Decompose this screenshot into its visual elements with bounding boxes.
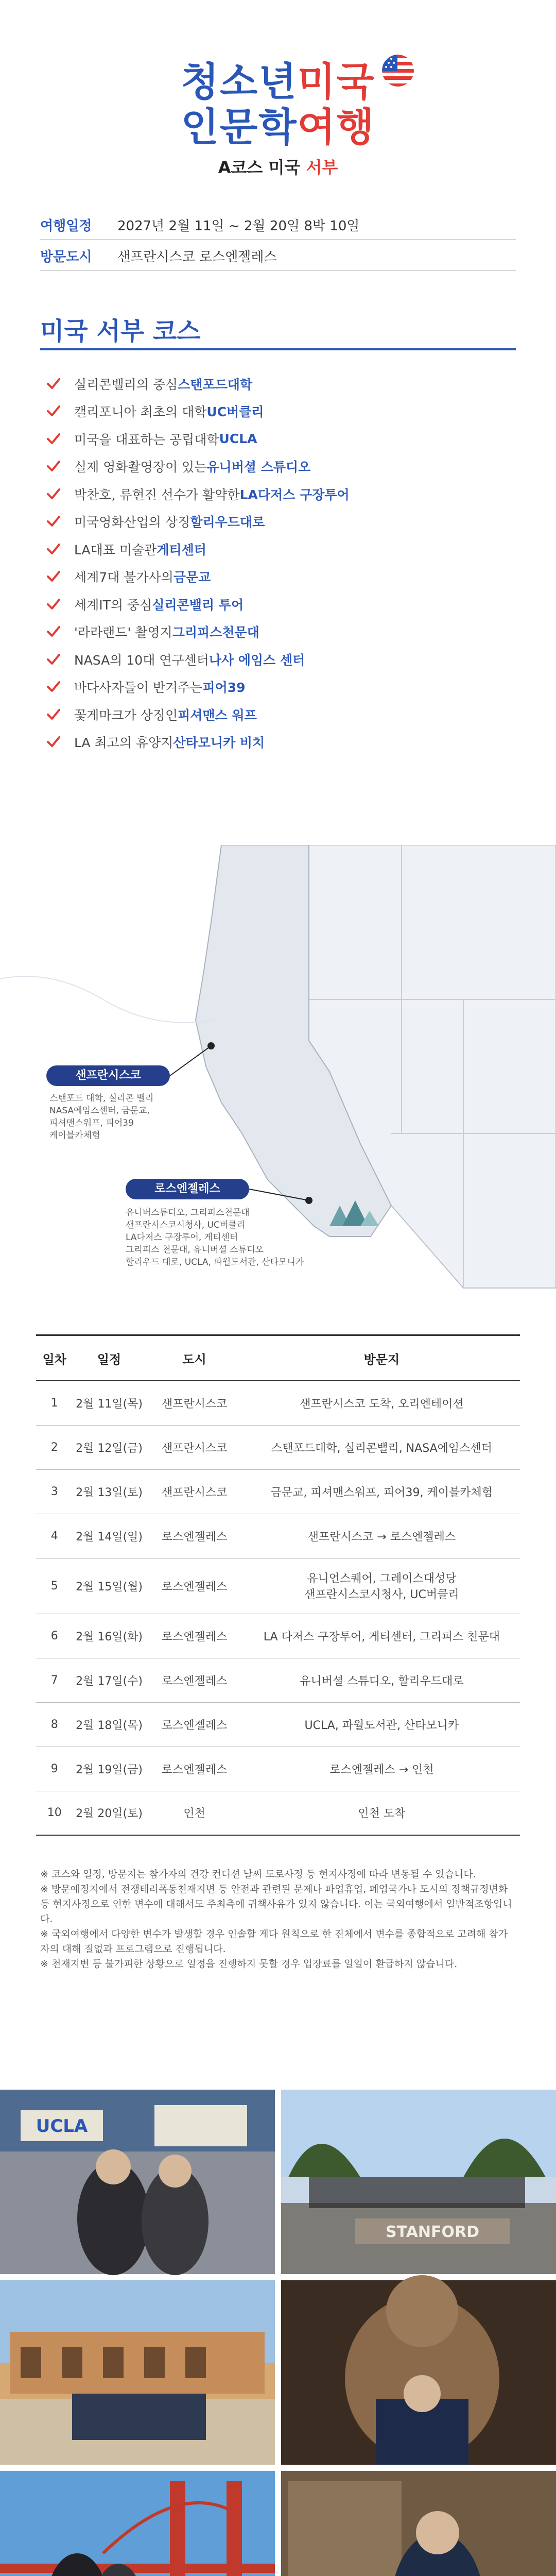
header-place: 방문지 xyxy=(244,1335,520,1381)
cell-date: 2월 12일(금) xyxy=(73,1425,146,1469)
course-item-highlight: UCLA xyxy=(219,431,257,447)
stanford-sign-text: STANFORD xyxy=(385,2223,480,2241)
course-title: 미국 서부 코스 xyxy=(40,317,201,346)
course-item-text: NASA의 10대 연구센터 xyxy=(74,652,209,668)
cell-date: 2월 11일(목) xyxy=(73,1381,146,1425)
cell-city: 샌프란시스코 xyxy=(146,1381,244,1425)
check-icon xyxy=(46,378,61,390)
course-item xyxy=(46,453,510,481)
table-body xyxy=(36,1381,520,1835)
course-item-highlight: 피어39 xyxy=(202,680,246,696)
photo-collage xyxy=(0,2090,556,2576)
photo-stanford-group xyxy=(281,2090,556,2274)
cell-city: 로스엔젤레스 xyxy=(146,1514,244,1558)
course-item-highlight: 금문교 xyxy=(173,570,211,585)
cell-day: 8 xyxy=(36,1702,73,1747)
course-item xyxy=(46,618,510,646)
cell-place: 유니버셜 스튜디오, 할리우드대로 xyxy=(244,1658,520,1702)
cell-day: 2 xyxy=(36,1425,73,1469)
table-row xyxy=(36,1614,520,1658)
course-item-highlight: 할리우드대로 xyxy=(190,515,265,530)
cell-place: 인천 도착 xyxy=(244,1791,520,1835)
course-item-text: LA대표 미술관 xyxy=(74,542,157,557)
cell-city: 샌프란시스코 xyxy=(146,1425,244,1469)
course-item-text: 박찬호, 류현진 선수가 활약한 xyxy=(74,487,240,502)
cell-date: 2월 18일(목) xyxy=(73,1702,146,1747)
title-line-2 xyxy=(0,96,556,152)
ucla-sign-text: UCLA xyxy=(36,2116,88,2137)
cell-date: 2월 14일(일) xyxy=(73,1514,146,1558)
cell-day: 7 xyxy=(36,1658,73,1702)
cell-city: 로스엔젤레스 xyxy=(146,1702,244,1747)
course-item-text: 세계IT의 중심 xyxy=(74,597,152,613)
course-item xyxy=(46,480,510,508)
cell-day: 6 xyxy=(36,1614,73,1658)
cell-date: 2월 16일(화) xyxy=(73,1614,146,1658)
cell-day: 3 xyxy=(36,1469,73,1514)
sf-note: 스탠포드 대학, 실리콘 밸리 NASA에임스센터, 금문교, 피셔맨스워프, 피어39 케이블카체험 xyxy=(49,1093,154,1141)
divider xyxy=(40,270,516,271)
table-header-row xyxy=(36,1335,520,1381)
check-icon xyxy=(46,681,61,693)
course-item xyxy=(46,590,510,618)
info-schedule xyxy=(40,215,360,234)
info-cities-value: 샌프란시스코 로스엔젤레스 xyxy=(117,249,277,265)
info-schedule-value: 2027년 2월 11일 ~ 2월 20일 8박 10일 xyxy=(117,218,360,234)
table-row xyxy=(36,1469,520,1514)
check-icon xyxy=(46,460,61,472)
divider xyxy=(40,239,516,240)
check-icon xyxy=(46,653,61,666)
course-item-text: 실리콘밸리의 중심 xyxy=(74,377,178,392)
course-item xyxy=(46,370,510,398)
cell-day: 1 xyxy=(36,1381,73,1425)
note-line: ※ 천재지변 등 불가피한 상황으로 일정을 진행하지 못할 경우 입장료를 일일이 환급하지 않습니다. xyxy=(40,1958,458,1970)
course-item-highlight: 나사 에임스 센터 xyxy=(208,652,305,668)
info-cities xyxy=(40,246,277,265)
course-item xyxy=(46,563,510,591)
cell-city: 로스엔젤레스 xyxy=(146,1658,244,1702)
table-row xyxy=(36,1425,520,1469)
course-item-text: 세계7대 불가사의 xyxy=(74,570,173,585)
header-city: 도시 xyxy=(146,1335,244,1381)
cell-place: 금문교, 피셔맨스워프, 피어39, 케이블카체험 xyxy=(244,1469,520,1514)
cell-day: 10 xyxy=(36,1791,73,1835)
photo-golden-gate xyxy=(0,2471,275,2576)
check-icon xyxy=(46,543,61,555)
table-row xyxy=(36,1514,520,1558)
photo-student-museum xyxy=(281,2471,556,2576)
cell-city: 로스엔젤레스 xyxy=(146,1558,244,1614)
title-word-usa: 미국 xyxy=(297,59,375,105)
check-icon xyxy=(46,433,61,445)
cell-date: 2월 17일(수) xyxy=(73,1658,146,1702)
course-item-text: '라라랜드' 촬영지 xyxy=(74,625,172,640)
cell-city: 인천 xyxy=(146,1791,244,1835)
subtitle-region: 서부 xyxy=(306,158,338,177)
info-schedule-label: 여행일정 xyxy=(40,218,92,234)
map xyxy=(0,845,556,1334)
course-item-highlight: 산타모니카 비치 xyxy=(173,735,265,751)
course-item-text: 실제 영화촬영장이 있는 xyxy=(74,460,207,475)
la-note: 유니버스튜디오, 그리피스천문대 샌프란시스코시청사, UC버클리 LA다저스 구장투어, 게티센터 그리피스 천문대, 유니버셜 스튜디오 할리우드 대로, UCLA, 파월도서관, 산타모니카 xyxy=(126,1208,304,1267)
course-item xyxy=(46,673,510,701)
cell-place: 스탠포드대학, 실리콘밸리, NASA에임스센터 xyxy=(244,1425,520,1469)
course-item xyxy=(46,508,510,536)
la-label: 로스엔젤레스 xyxy=(126,1179,249,1199)
course-item-text: 꽃게마크가 상징인 xyxy=(74,707,178,723)
table-row xyxy=(36,1747,520,1791)
table-row xyxy=(36,1658,520,1702)
check-icon xyxy=(46,736,61,748)
check-icon xyxy=(46,405,61,417)
cell-date: 2월 19일(금) xyxy=(73,1747,146,1791)
cell-place: UCLA, 파월도서관, 산타모니카 xyxy=(244,1702,520,1747)
check-icon xyxy=(46,488,61,500)
course-title-underline xyxy=(40,348,516,350)
title-word-youth: 청소년 xyxy=(181,59,298,105)
check-icon xyxy=(46,570,61,583)
course-item-text: 캘리포니아 최초의 대학 xyxy=(74,404,207,420)
table-row xyxy=(36,1381,520,1425)
note-line: ※ 국외여행에서 다양한 변수가 발생할 경우 인솔할 게다 원칙으로 한 진체에서 변수를 종합적으로 고려해 참가자의 대해 질없과 프로그램으로 진행됩니다. xyxy=(40,1928,508,1955)
header xyxy=(0,0,556,242)
course-subtitle xyxy=(0,155,556,178)
course-item-highlight: 그리피스천문대 xyxy=(172,625,259,640)
cell-place: 유니언스퀘어, 그레이스대성당 샌프란시스코시청사, UC버클리 xyxy=(244,1558,520,1614)
cell-date: 2월 15일(월) xyxy=(73,1558,146,1614)
course-item-text: 바다사자들이 반겨주는 xyxy=(74,680,203,696)
cell-place: 로스엔젤레스 → 인천 xyxy=(244,1747,520,1791)
cell-day: 9 xyxy=(36,1747,73,1791)
course-item-text: 미국영화산업의 상징 xyxy=(74,515,190,530)
course-item-text: LA 최고의 휴양지 xyxy=(74,735,173,751)
note-line: ※ 방문예정지에서 전쟁테러폭동천재지변 등 안전과 관련된 문제나 파업휴업, 폐업국가나 도시의 정책규정변화 등 현지사정으로 인한 변수에 대해서도 주최측에 귀책사유가 있지 않습니다. 이는 국외여행에서 일반적조항입니다. xyxy=(40,1884,512,1925)
check-icon xyxy=(46,625,61,638)
photo-grid xyxy=(0,2090,556,2576)
title-word-travel: 여행 xyxy=(297,104,375,150)
photo-ucla-store xyxy=(0,2090,275,2275)
course-item-highlight: 실리콘밸리 투어 xyxy=(152,597,244,613)
course-item xyxy=(46,425,510,453)
course-item-highlight: 스탠포드대학 xyxy=(178,377,253,392)
cell-city: 로스엔젤레스 xyxy=(146,1614,244,1658)
table-row xyxy=(36,1558,520,1614)
cell-day: 5 xyxy=(36,1558,73,1614)
header-date: 일정 xyxy=(73,1335,146,1381)
course-item xyxy=(46,646,510,673)
subtitle-course: A코스 미국 xyxy=(218,158,306,177)
us-flag-icon xyxy=(382,55,414,87)
note-line: ※ 코스와 일정, 방문지는 참가자의 건강 컨디션 날씨 도로사정 등 현지사정에 따라 변동될 수 있습니다. xyxy=(40,1869,476,1880)
cell-date: 2월 13일(토) xyxy=(73,1469,146,1514)
cell-place: 샌프란시스코 도착, 오리엔테이션 xyxy=(244,1381,520,1425)
schedule-table xyxy=(36,1334,520,1836)
photo-stanford-campus xyxy=(0,2280,275,2465)
cell-place: LA 다저스 구장투어, 게티센터, 그리피스 천문대 xyxy=(244,1614,520,1658)
course-item-highlight: UC버클리 xyxy=(206,404,264,420)
course-item-highlight: 유니버셜 스튜디오 xyxy=(206,460,311,475)
course-item-highlight: 피셔맨스 워프 xyxy=(178,707,257,723)
cell-city: 샌프란시스코 xyxy=(146,1469,244,1514)
check-icon xyxy=(46,515,61,528)
cell-day: 4 xyxy=(36,1514,73,1558)
course-list xyxy=(46,370,510,756)
title-word-humanities: 인문학 xyxy=(181,104,298,150)
course-item-text: 미국을 대표하는 공립대학 xyxy=(74,432,219,447)
sf-label: 샌프란시스코 xyxy=(46,1065,170,1086)
course-item xyxy=(46,535,510,563)
photo-bear-statue xyxy=(281,2275,556,2465)
course-item-highlight: LA다저스 구장투어 xyxy=(239,487,350,502)
course-item-highlight: 게티센터 xyxy=(157,542,206,557)
check-icon xyxy=(46,598,61,611)
header-day: 일차 xyxy=(36,1335,73,1381)
table-row xyxy=(36,1791,520,1835)
notes xyxy=(40,1867,516,1972)
course-item xyxy=(46,701,510,728)
cell-date: 2월 20일(토) xyxy=(73,1791,146,1835)
table-row xyxy=(36,1702,520,1747)
course-item xyxy=(46,398,510,426)
check-icon xyxy=(46,708,61,721)
cell-place: 샌프란시스코 → 로스엔젤레스 xyxy=(244,1514,520,1558)
cell-city: 로스엔젤레스 xyxy=(146,1747,244,1791)
info-cities-label: 방문도시 xyxy=(40,249,92,265)
course-item xyxy=(46,728,510,756)
